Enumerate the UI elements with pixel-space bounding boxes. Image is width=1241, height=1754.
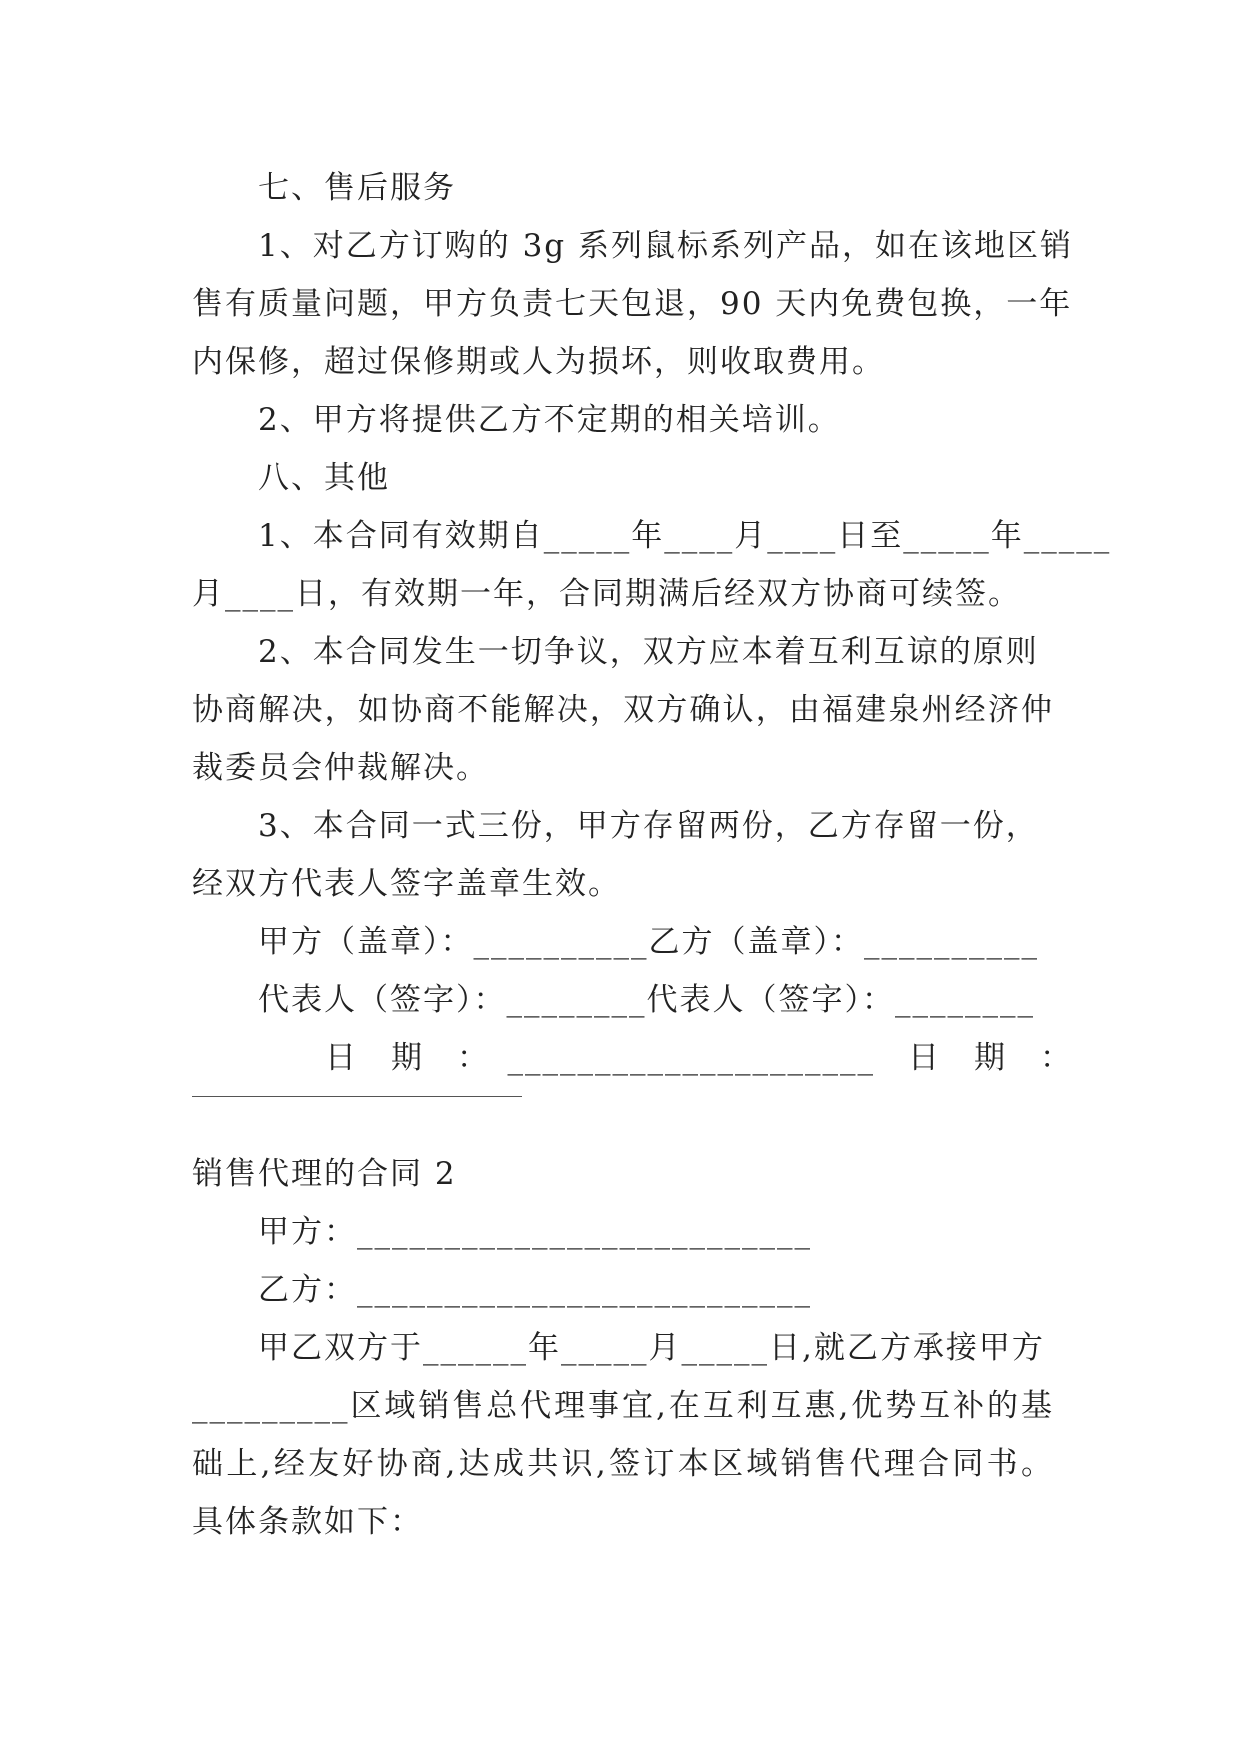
paragraph-line: _________区域销售总代理事宜,在互利互惠,优势互补的基 (192, 1388, 1054, 1424)
party-b-line: 乙方：__________________________ (258, 1272, 812, 1308)
paragraph-line: 裁委员会仲裁解决。 (192, 750, 489, 786)
paragraph-line: 1、对乙方订购的 3g 系列鼠标系列产品，如在该地区销 (258, 228, 1073, 264)
date-underline (192, 1096, 522, 1097)
paragraph-line: 3、本合同一式三份，甲方存留两份，乙方存留一份， (258, 808, 1039, 844)
contract-title: 销售代理的合同 2 (192, 1156, 457, 1192)
paragraph-line: 售有质量问题，甲方负责七天包退，90 天内免费包换，一年 (192, 286, 1073, 322)
paragraph-line: 甲乙双方于______年_____月_____日,就乙方承接甲方 (258, 1330, 1045, 1366)
paragraph-line: 经双方代表人签字盖章生效。 (192, 866, 621, 902)
paragraph-line: 月____日，有效期一年，合同期满后经双方协商可续签。 (192, 576, 1021, 612)
signature-line: 代表人（签字）：________代表人（签字）：________ (258, 982, 1035, 1018)
paragraph-line: 内保修，超过保修期或人为损坏，则收取费用。 (192, 344, 885, 380)
section-heading-after-sales: 七、售后服务 (258, 170, 456, 206)
seal-line: 甲方（盖章）：__________乙方（盖章）：__________ (258, 924, 1039, 960)
paragraph-line: 础上,经友好协商,达成共识,签订本区域销售代理合同书。 (192, 1446, 1054, 1482)
paragraph-line: 协商解决，如协商不能解决，双方确认，由福建泉州经济仲 (192, 692, 1054, 728)
paragraph-line: 2、本合同发生一切争议，双方应本着互利互谅的原则 (258, 634, 1039, 670)
date-line: 日 期 ： _____________________ 日 期 ： (325, 1040, 1073, 1076)
paragraph-line: 具体条款如下： (192, 1504, 423, 1540)
paragraph-line: 2、甲方将提供乙方不定期的相关培训。 (258, 402, 841, 438)
party-a-line: 甲方：__________________________ (258, 1214, 812, 1250)
section-heading-other: 八、其他 (258, 460, 390, 496)
paragraph-line: 1、本合同有效期自_____年____月____日至_____年_____ (258, 518, 1112, 554)
